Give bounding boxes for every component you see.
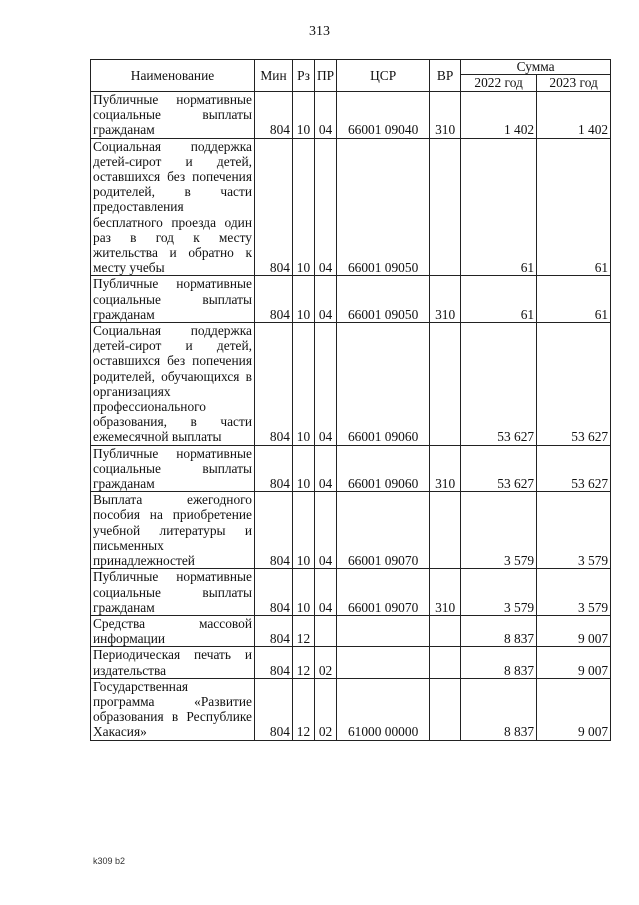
cell-pr	[315, 615, 337, 646]
cell-csr: 66001 09040	[337, 92, 430, 139]
cell-sum-2023: 9 007	[537, 678, 611, 740]
header-sum: Сумма	[461, 60, 611, 75]
cell-sum-2022: 8 837	[461, 678, 537, 740]
cell-pr: 04	[315, 276, 337, 323]
cell-sum-2023: 9 007	[537, 615, 611, 646]
cell-pr: 04	[315, 569, 337, 616]
table-row	[91, 138, 611, 276]
cell-name: Публичные нормативные социальные выплаты гражданам	[91, 92, 255, 139]
cell-vr: 310	[430, 569, 461, 616]
cell-rz: 10	[293, 569, 315, 616]
cell-min: 804	[255, 615, 293, 646]
cell-csr: 66001 09050	[337, 276, 430, 323]
table-row	[91, 445, 611, 492]
cell-pr: 02	[315, 678, 337, 740]
cell-rz: 10	[293, 276, 315, 323]
cell-sum-2022: 53 627	[461, 323, 537, 446]
cell-min: 804	[255, 276, 293, 323]
header-min: Мин	[255, 60, 293, 92]
cell-pr: 04	[315, 138, 337, 276]
cell-min: 804	[255, 92, 293, 139]
cell-csr: 66001 09060	[337, 445, 430, 492]
cell-vr	[430, 492, 461, 569]
cell-name: Публичные нормативные социальные выплаты гражданам	[91, 569, 255, 616]
cell-vr	[430, 138, 461, 276]
cell-sum-2022: 8 837	[461, 647, 537, 678]
cell-name: Публичные нормативные социальные выплаты гражданам	[91, 276, 255, 323]
header-year-2022: 2022 год	[461, 75, 537, 92]
cell-csr: 61000 00000	[337, 678, 430, 740]
table-row	[91, 492, 611, 569]
cell-min: 804	[255, 445, 293, 492]
cell-name: Социальная поддержка детей-сирот и детей, оставшихся без попечения родителей, обучающихся в организациях профессионального образования, в части ежемесячной выплаты	[91, 323, 255, 446]
cell-sum-2022: 61	[461, 138, 537, 276]
cell-min: 804	[255, 138, 293, 276]
cell-rz: 12	[293, 678, 315, 740]
cell-sum-2022: 3 579	[461, 492, 537, 569]
cell-min: 804	[255, 569, 293, 616]
footer-code: k309 b2	[93, 856, 126, 866]
table-row	[91, 92, 611, 139]
table-row	[91, 276, 611, 323]
header-rz: Рз	[293, 60, 315, 92]
cell-name: Выплата ежегодного пособия на приобретение учебной литературы и письменных принадлежностей	[91, 492, 255, 569]
cell-sum-2022: 3 579	[461, 569, 537, 616]
table-row	[91, 647, 611, 678]
cell-rz: 10	[293, 323, 315, 446]
cell-name: Средства массовой информации	[91, 615, 255, 646]
header-year-2023: 2023 год	[537, 75, 611, 92]
header-csr: ЦСР	[337, 60, 430, 92]
table-row	[91, 569, 611, 616]
header-name: Наименование	[91, 60, 255, 92]
header-pr: ПР	[315, 60, 337, 92]
cell-csr	[337, 615, 430, 646]
cell-vr: 310	[430, 276, 461, 323]
cell-sum-2023: 53 627	[537, 323, 611, 446]
cell-rz: 10	[293, 445, 315, 492]
cell-pr: 04	[315, 492, 337, 569]
cell-name: Публичные нормативные социальные выплаты гражданам	[91, 445, 255, 492]
cell-rz: 10	[293, 492, 315, 569]
cell-sum-2023: 3 579	[537, 569, 611, 616]
cell-vr	[430, 323, 461, 446]
cell-min: 804	[255, 647, 293, 678]
table-row	[91, 678, 611, 740]
cell-csr: 66001 09070	[337, 492, 430, 569]
cell-sum-2022: 53 627	[461, 445, 537, 492]
page-number: 313	[309, 24, 330, 39]
cell-rz: 12	[293, 615, 315, 646]
cell-name: Периодическая печать и издательства	[91, 647, 255, 678]
cell-min: 804	[255, 678, 293, 740]
cell-min: 804	[255, 492, 293, 569]
cell-csr: 66001 09070	[337, 569, 430, 616]
cell-sum-2023: 61	[537, 138, 611, 276]
cell-csr: 66001 09050	[337, 138, 430, 276]
table-row	[91, 323, 611, 446]
cell-sum-2023: 1 402	[537, 92, 611, 139]
cell-pr: 02	[315, 647, 337, 678]
header-vr: ВР	[430, 60, 461, 92]
cell-vr	[430, 678, 461, 740]
cell-sum-2023: 3 579	[537, 492, 611, 569]
cell-pr: 04	[315, 445, 337, 492]
cell-sum-2023: 61	[537, 276, 611, 323]
cell-sum-2023: 9 007	[537, 647, 611, 678]
cell-sum-2022: 61	[461, 276, 537, 323]
cell-pr: 04	[315, 323, 337, 446]
cell-csr	[337, 647, 430, 678]
cell-vr: 310	[430, 445, 461, 492]
cell-rz: 12	[293, 647, 315, 678]
cell-vr: 310	[430, 92, 461, 139]
cell-sum-2022: 1 402	[461, 92, 537, 139]
cell-vr	[430, 615, 461, 646]
cell-rz: 10	[293, 138, 315, 276]
cell-rz: 10	[293, 92, 315, 139]
budget-table	[90, 59, 611, 741]
cell-sum-2023: 53 627	[537, 445, 611, 492]
cell-sum-2022: 8 837	[461, 615, 537, 646]
cell-pr: 04	[315, 92, 337, 139]
cell-vr	[430, 647, 461, 678]
cell-csr: 66001 09060	[337, 323, 430, 446]
cell-min: 804	[255, 323, 293, 446]
cell-name: Социальная поддержка детей-сирот и детей, оставшихся без попечения родителей, в части предоставления бесплатного проезда один раз в год к месту жительства и обратно к месту учебы	[91, 138, 255, 276]
cell-name: Государственная программа «Развитие образования в Республике Хакасия»	[91, 678, 255, 740]
table-row	[91, 615, 611, 646]
